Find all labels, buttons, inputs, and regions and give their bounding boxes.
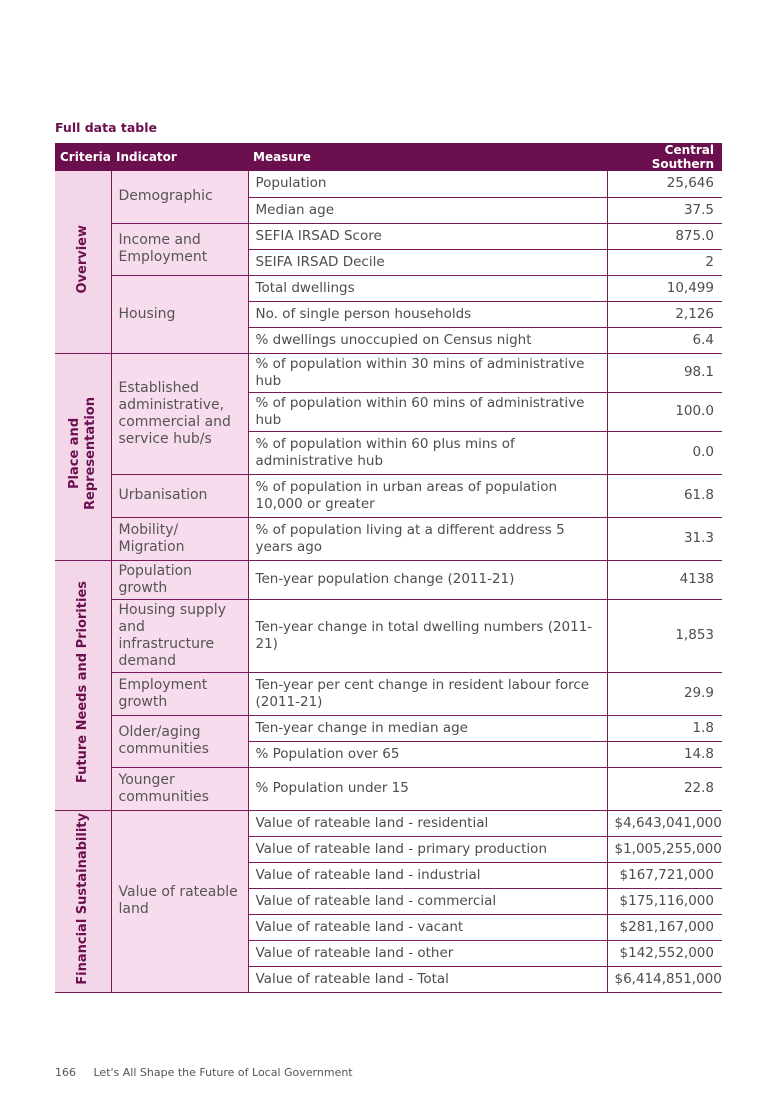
indicator-younger: Younger communities <box>111 767 248 810</box>
measure-cell: Value of rateable land - industrial <box>248 862 607 888</box>
measure-cell: Ten-year per cent change in resident labour force (2011-21) <box>248 672 607 715</box>
indicator-income-employment: Income and Employment <box>111 223 248 275</box>
value-cell: 37.5 <box>607 197 722 223</box>
measure-cell: Value of rateable land - vacant <box>248 914 607 940</box>
footer-text: Let's All Shape the Future of Local Government <box>93 1066 353 1079</box>
indicator-urbanisation: Urbanisation <box>111 474 248 517</box>
page-footer <box>55 1066 353 1079</box>
table-row <box>55 353 722 392</box>
indicator-mobility-migration: Mobility/ Migration <box>111 517 248 560</box>
value-cell: 25,646 <box>607 171 722 197</box>
value-cell: 10,499 <box>607 275 722 301</box>
measure-cell: % Population under 15 <box>248 767 607 810</box>
value-cell: 6.4 <box>607 327 722 353</box>
indicator-older-aging: Older/aging communities <box>111 715 248 767</box>
header-row <box>55 143 722 171</box>
value-cell: 31.3 <box>607 517 722 560</box>
table-row <box>55 223 722 249</box>
measure-cell: SEFIA IRSAD Score <box>248 223 607 249</box>
indicator-demographic: Demographic <box>111 171 248 223</box>
page-number: 166 <box>55 1066 76 1079</box>
value-cell: 1,853 <box>607 599 722 672</box>
measure-cell: % Population over 65 <box>248 741 607 767</box>
criteria-place-representation <box>55 353 111 560</box>
measure-cell: % of population within 30 mins of administrative hub <box>248 353 607 392</box>
measure-cell: % of population within 60 plus mins of administrative hub <box>248 431 607 474</box>
indicator-employment-growth: Employment growth <box>111 672 248 715</box>
measure-cell: Value of rateable land - other <box>248 940 607 966</box>
measure-cell: Value of rateable land - primary production <box>248 836 607 862</box>
value-cell: $6,414,851,000 <box>607 966 722 992</box>
table-row <box>55 517 722 560</box>
value-cell: 14.8 <box>607 741 722 767</box>
measure-cell: Total dwellings <box>248 275 607 301</box>
measure-cell: Ten-year population change (2011-21) <box>248 560 607 599</box>
full-data-table <box>55 143 722 993</box>
criteria-future-needs <box>55 560 111 810</box>
value-cell: 0.0 <box>607 431 722 474</box>
table-row <box>55 715 722 741</box>
measure-cell: % of population within 60 mins of administrative hub <box>248 392 607 431</box>
indicator-established-hubs: Established administrative, commercial and service hub/s <box>111 353 248 474</box>
table-row <box>55 171 722 197</box>
measure-cell: Value of rateable land - residential <box>248 810 607 836</box>
header-measure: Measure <box>248 143 607 171</box>
measure-cell: % dwellings unoccupied on Census night <box>248 327 607 353</box>
criteria-label: Place and Representation <box>66 397 98 511</box>
criteria-label: Financial Sustainability <box>74 812 90 985</box>
measure-cell: Median age <box>248 197 607 223</box>
header-indicator: Indicator <box>111 143 248 171</box>
value-cell: 2,126 <box>607 301 722 327</box>
measure-cell: No. of single person households <box>248 301 607 327</box>
value-cell: $167,721,000 <box>607 862 722 888</box>
table-row <box>55 599 722 672</box>
value-cell: $281,167,000 <box>607 914 722 940</box>
table-row <box>55 275 722 301</box>
criteria-label: Overview <box>74 224 90 294</box>
value-cell: $1,005,255,000 <box>607 836 722 862</box>
header-criteria: Criteria <box>55 143 111 171</box>
indicator-housing-supply: Housing supply and infrastructure demand <box>111 599 248 672</box>
value-cell: 22.8 <box>607 767 722 810</box>
measure-cell: Ten-year change in median age <box>248 715 607 741</box>
measure-cell: Value of rateable land - Total <box>248 966 607 992</box>
header-central-southern: Central Southern <box>607 143 722 171</box>
table-title: Full data table <box>55 120 158 135</box>
measure-cell: % of population living at a different address 5 years ago <box>248 517 607 560</box>
indicator-housing: Housing <box>111 275 248 353</box>
value-cell: $142,552,000 <box>607 940 722 966</box>
criteria-financial-sustainability <box>55 810 111 992</box>
value-cell: 4138 <box>607 560 722 599</box>
value-cell: 2 <box>607 249 722 275</box>
table-row <box>55 672 722 715</box>
indicator-rateable-land: Value of rateable land <box>111 810 248 992</box>
table-row <box>55 767 722 810</box>
value-cell: 61.8 <box>607 474 722 517</box>
value-cell: 100.0 <box>607 392 722 431</box>
table-row <box>55 560 722 599</box>
measure-cell: Ten-year change in total dwelling numbers (2011-21) <box>248 599 607 672</box>
value-cell: 1.8 <box>607 715 722 741</box>
measure-cell: SEIFA IRSAD Decile <box>248 249 607 275</box>
table-row <box>55 810 722 836</box>
measure-cell: % of population in urban areas of population 10,000 or greater <box>248 474 607 517</box>
value-cell: 98.1 <box>607 353 722 392</box>
value-cell: $4,643,041,000 <box>607 810 722 836</box>
criteria-label: Future Needs and Priorities <box>74 581 90 784</box>
value-cell: 875.0 <box>607 223 722 249</box>
table-row <box>55 474 722 517</box>
value-cell: 29.9 <box>607 672 722 715</box>
measure-cell: Value of rateable land - commercial <box>248 888 607 914</box>
measure-cell: Population <box>248 171 607 197</box>
indicator-population-growth: Population growth <box>111 560 248 599</box>
value-cell: $175,116,000 <box>607 888 722 914</box>
criteria-overview <box>55 171 111 353</box>
